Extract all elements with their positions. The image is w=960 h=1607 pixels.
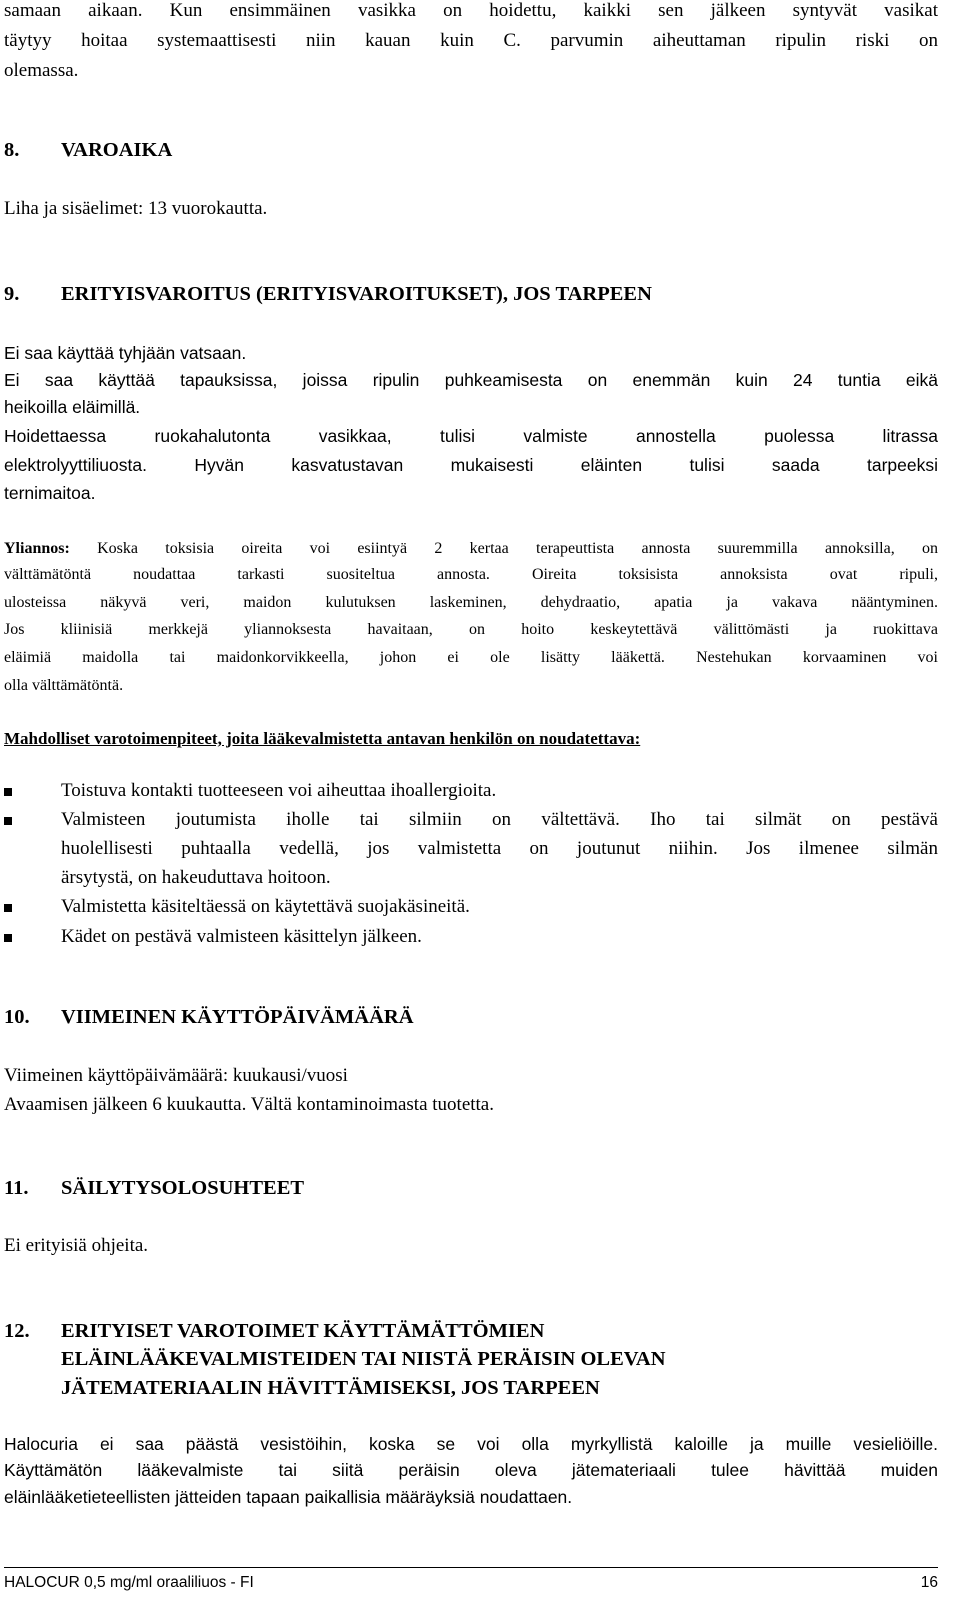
section-number: 8.	[4, 139, 20, 161]
body-line: Halocuria ei saa päästä vesistöihin, koska se voi olla myrkyllistä kaloille ja muille vesieliöille.	[4, 1434, 938, 1454]
section-title: ERITYISVAROITUS (ERITYISVAROITUKSET), JOS TARPEEN	[61, 283, 652, 305]
bullet-item: Valmisteen joutumista iholle tai silmiin on vältettävä. Iho tai silmät on pestävä	[61, 809, 938, 830]
body-line: olemassa.	[4, 60, 79, 81]
body-line: elektrolyyttiliuosta. Hyvän kasvatustavan mukaisesti eläinten tulisi saada tarpeeksi	[4, 455, 938, 475]
body-line: Jos kliinisiä merkkejä yliannoksesta havaitaan, on hoito keskeytettävä välittömästi ja ruokittava	[4, 621, 938, 638]
overdose-label: Yliannos:	[4, 540, 70, 557]
section-title: ERITYISET VAROTOIMET KÄYTTÄMÄTTÖMIEN	[61, 1320, 545, 1342]
bullet-icon	[4, 788, 12, 796]
section-title: VIIMEINEN KÄYTTÖPÄIVÄMÄÄRÄ	[61, 1006, 414, 1028]
footer-title: HALOCUR 0,5 mg/ml oraaliliuos - FI	[4, 1574, 254, 1591]
section-heading	[4, 139, 938, 162]
body-line: samaan aikaan. Kun ensimmäinen vasikka on hoidettu, kaikki sen jälkeen syntyvät vasikat	[4, 0, 938, 21]
bullet-item-continued: huolellisesti puhtaalla vedellä, jos valmistetta on joutunut niihin. Jos ilmenee silmän	[61, 838, 938, 859]
bullet-item: Toistuva kontakti tuotteeseen voi aiheuttaa ihoallergioita.	[61, 780, 497, 801]
body-line: välttämätöntä noudattaa tarkasti suositeltua annosta. Oireita toksisista annoksista ovat ripuli,	[4, 566, 938, 583]
overdose-line: Yliannos: Koska toksisia oireita voi esiintyä 2 kertaa terapeuttista annosta suuremmilla annoksilla, on	[4, 540, 938, 557]
section-title: SÄILYTYSOLOSUHTEET	[61, 1177, 305, 1199]
body-line: Ei erityisiä ohjeita.	[4, 1235, 149, 1256]
body-line: Hoidettaessa ruokahalutonta vasikkaa, tulisi valmiste annostella puolessa litrassa	[4, 426, 938, 446]
section-title: VAROAIKA	[61, 139, 173, 161]
body-line: olla välttämätöntä.	[4, 677, 124, 694]
section-number: 9.	[4, 283, 20, 305]
bullet-item: Valmistetta käsiteltäessä on käytettävä suojakäsineitä.	[61, 896, 470, 917]
body-line: ulosteissa näkyvä veri, maidon kulutuksen laskeminen, dehydraatio, apatia ja vakava nääntyminen.	[4, 594, 938, 611]
body-line: Ei saa käyttää tapauksissa, joissa ripulin puhkeamisesta on enemmän kuin 24 tuntia eikä	[4, 370, 938, 390]
bullet-icon	[4, 817, 12, 825]
body-line: Liha ja sisäelimet: 13 vuorokautta.	[4, 198, 268, 219]
body-line: Avaamisen jälkeen 6 kuukautta. Vältä kontaminoimasta tuotetta.	[4, 1094, 494, 1115]
body-line: heikoilla eläimillä.	[4, 397, 141, 417]
section-number: 12.	[4, 1320, 30, 1342]
section-heading	[4, 1177, 938, 1200]
section-title: ELÄINLÄÄKEVALMISTEIDEN TAI NIISTÄ PERÄISIN OLEVAN	[61, 1348, 666, 1370]
bullet-icon	[4, 904, 12, 912]
body-line: Viimeinen käyttöpäivämäärä: kuukausi/vuosi	[4, 1065, 348, 1086]
body-line: Käyttämätön lääkevalmiste tai siitä peräisin oleva jätemateriaali tulee hävittää muiden	[4, 1460, 938, 1480]
section-number: 10.	[4, 1006, 30, 1028]
precautions-heading: Mahdolliset varotoimenpiteet, joita lääkevalmistetta antavan henkilön on noudatettava:	[4, 729, 641, 748]
body-line: täytyy hoitaa systemaattisesti niin kauan kuin C. parvumin aiheuttaman ripulin riski on	[4, 30, 938, 51]
body-line: eläinlääketieteellisten jätteiden tapaan paikallisia määräyksiä noudattaen.	[4, 1487, 573, 1507]
bullet-item-continued: ärsytystä, on hakeuduttava hoitoon.	[61, 867, 331, 888]
section-heading	[4, 1006, 938, 1029]
bullet-item: Kädet on pestävä valmisteen käsittelyn jälkeen.	[61, 926, 422, 947]
section-number: 11.	[4, 1177, 29, 1199]
footer-divider	[4, 1567, 938, 1568]
section-title: JÄTEMATERIAALIN HÄVITTÄMISEKSI, JOS TARPEEN	[61, 1377, 600, 1399]
section-heading	[4, 283, 938, 306]
body-line: ternimaitoa.	[4, 483, 96, 503]
bullet-icon	[4, 934, 12, 942]
body-line: Ei saa käyttää tyhjään vatsaan.	[4, 343, 247, 363]
page-number: 16	[920, 1574, 938, 1591]
body-line: eläimiä maidolla tai maidonkorvikkeella, johon ei ole lisätty lääkettä. Nestehukan korvaaminen voi	[4, 649, 938, 666]
section-heading	[4, 1320, 938, 1343]
